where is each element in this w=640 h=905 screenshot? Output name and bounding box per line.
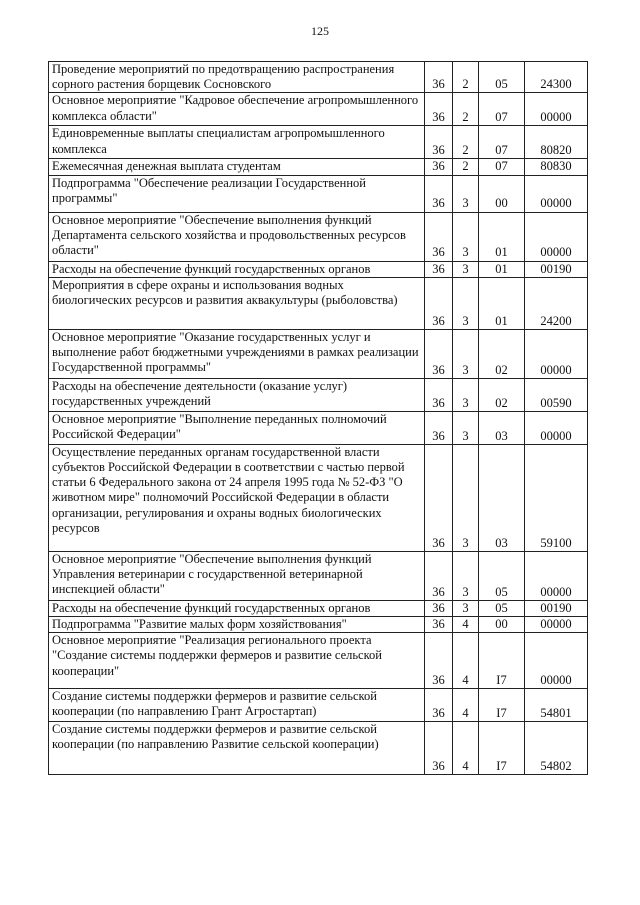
row-code-b-cell: 3 [453, 261, 479, 277]
table-row [49, 159, 588, 175]
row-code-a-cell: 36 [425, 126, 453, 159]
row-code-c-cell: 01 [479, 277, 525, 329]
row-code-d-cell: 00000 [525, 551, 588, 600]
row-name-cell: Осуществление переданных органам государственной власти субъектов Российской Федерации в соответствии с частью первой статьи 6 Федерального закона от 24 апреля 1995 года № 52-ФЗ "О животном мире" полномочий Российской Федерации в области организации, регулирования и охраны водных биологических ресурсов [49, 444, 425, 551]
row-code-d-cell: 80820 [525, 126, 588, 159]
row-code-c-cell: 05 [479, 600, 525, 616]
row-code-c-cell: 03 [479, 444, 525, 551]
row-code-a-cell: 36 [425, 722, 453, 775]
row-code-c-cell: 01 [479, 261, 525, 277]
row-name-cell: Расходы на обеспечение функций государственных органов [49, 600, 425, 616]
table-row [49, 261, 588, 277]
row-name-cell: Мероприятия в сфере охраны и использования водных биологических ресурсов и развития аквакультуры (рыболовства) [49, 277, 425, 329]
table-row [49, 689, 588, 722]
row-code-a-cell: 36 [425, 444, 453, 551]
row-code-d-cell: 00190 [525, 261, 588, 277]
row-code-d-cell: 00000 [525, 212, 588, 261]
row-code-a-cell: 36 [425, 633, 453, 689]
row-code-c-cell: I7 [479, 633, 525, 689]
row-code-c-cell: I7 [479, 689, 525, 722]
table-row [49, 62, 588, 93]
row-name-cell: Расходы на обеспечение деятельности (оказание услуг) государственных учреждений [49, 378, 425, 411]
row-code-b-cell: 4 [453, 722, 479, 775]
row-name-cell: Основное мероприятие "Реализация регионального проекта "Создание системы поддержки фермеров и развитие сельской кооперации" [49, 633, 425, 689]
row-code-b-cell: 3 [453, 212, 479, 261]
row-code-a-cell: 36 [425, 329, 453, 378]
table-row [49, 126, 588, 159]
row-code-b-cell: 4 [453, 617, 479, 633]
row-name-cell: Создание системы поддержки фермеров и развитие сельской кооперации (по направлению Развитие сельской кооперации) [49, 722, 425, 775]
row-code-d-cell: 80830 [525, 159, 588, 175]
row-code-b-cell: 3 [453, 329, 479, 378]
row-code-c-cell: 00 [479, 617, 525, 633]
table-row [49, 212, 588, 261]
row-code-c-cell: 07 [479, 126, 525, 159]
row-code-d-cell: 00000 [525, 411, 588, 444]
row-code-a-cell: 36 [425, 689, 453, 722]
row-code-a-cell: 36 [425, 159, 453, 175]
row-name-cell: Подпрограмма "Обеспечение реализации Государственной программы" [49, 175, 425, 212]
table-row [49, 617, 588, 633]
row-code-b-cell: 3 [453, 444, 479, 551]
row-code-d-cell: 00000 [525, 329, 588, 378]
row-code-a-cell: 36 [425, 551, 453, 600]
row-name-cell: Расходы на обеспечение функций государственных органов [49, 261, 425, 277]
row-code-b-cell: 3 [453, 411, 479, 444]
row-code-b-cell: 3 [453, 551, 479, 600]
row-name-cell: Основное мероприятие "Обеспечение выполнения функций Управления ветеринарии с государственной ветеринарной инспекцией области" [49, 551, 425, 600]
row-name-cell: Основное мероприятие "Выполнение переданных полномочий Российской Федерации" [49, 411, 425, 444]
row-code-c-cell: 01 [479, 212, 525, 261]
row-code-b-cell: 2 [453, 126, 479, 159]
table-row [49, 722, 588, 775]
row-code-b-cell: 3 [453, 175, 479, 212]
row-code-c-cell: 03 [479, 411, 525, 444]
table-row [49, 277, 588, 329]
row-code-b-cell: 3 [453, 600, 479, 616]
row-code-c-cell: 05 [479, 551, 525, 600]
table-row [49, 444, 588, 551]
row-code-d-cell: 59100 [525, 444, 588, 551]
row-code-c-cell: I7 [479, 722, 525, 775]
row-code-d-cell: 54801 [525, 689, 588, 722]
row-code-b-cell: 3 [453, 277, 479, 329]
row-code-c-cell: 07 [479, 159, 525, 175]
table-row [49, 633, 588, 689]
row-code-b-cell: 2 [453, 159, 479, 175]
row-code-a-cell: 36 [425, 175, 453, 212]
budget-table [48, 61, 588, 775]
row-code-a-cell: 36 [425, 600, 453, 616]
table-row [49, 551, 588, 600]
row-code-c-cell: 05 [479, 62, 525, 93]
row-code-d-cell: 00190 [525, 600, 588, 616]
row-code-b-cell: 3 [453, 378, 479, 411]
row-code-d-cell: 00000 [525, 633, 588, 689]
row-code-a-cell: 36 [425, 212, 453, 261]
row-name-cell: Ежемесячная денежная выплата студентам [49, 159, 425, 175]
table-row [49, 411, 588, 444]
table-row [49, 329, 588, 378]
row-code-a-cell: 36 [425, 277, 453, 329]
row-name-cell: Подпрограмма "Развитие малых форм хозяйствования" [49, 617, 425, 633]
row-code-a-cell: 36 [425, 617, 453, 633]
row-code-a-cell: 36 [425, 261, 453, 277]
row-code-d-cell: 00000 [525, 617, 588, 633]
row-name-cell: Проведение мероприятий по предотвращению распространения сорного растения борщевик Сосновского [49, 62, 425, 93]
row-code-c-cell: 07 [479, 93, 525, 126]
row-code-a-cell: 36 [425, 93, 453, 126]
row-code-b-cell: 4 [453, 689, 479, 722]
table-row [49, 93, 588, 126]
row-code-a-cell: 36 [425, 62, 453, 93]
row-code-d-cell: 24300 [525, 62, 588, 93]
row-code-c-cell: 02 [479, 329, 525, 378]
row-code-a-cell: 36 [425, 411, 453, 444]
row-code-c-cell: 02 [479, 378, 525, 411]
row-code-d-cell: 54802 [525, 722, 588, 775]
table-row [49, 600, 588, 616]
row-name-cell: Единовременные выплаты специалистам агропромышленного комплекса [49, 126, 425, 159]
page-number: 125 [311, 24, 329, 38]
table-row [49, 378, 588, 411]
row-code-d-cell: 24200 [525, 277, 588, 329]
row-code-b-cell: 4 [453, 633, 479, 689]
row-name-cell: Основное мероприятие "Оказание государственных услуг и выполнение работ бюджетными учреждениями в рамках реализации Государственной программы" [49, 329, 425, 378]
row-code-b-cell: 2 [453, 93, 479, 126]
table-row [49, 175, 588, 212]
row-name-cell: Основное мероприятие "Обеспечение выполнения функций Департамента сельского хозяйства и продовольственных ресурсов области" [49, 212, 425, 261]
row-code-a-cell: 36 [425, 378, 453, 411]
row-name-cell: Создание системы поддержки фермеров и развитие сельской кооперации (по направлению Грант Агростартап) [49, 689, 425, 722]
row-code-d-cell: 00590 [525, 378, 588, 411]
row-code-c-cell: 00 [479, 175, 525, 212]
row-name-cell: Основное мероприятие "Кадровое обеспечение агропромышленного комплекса области" [49, 93, 425, 126]
row-code-b-cell: 2 [453, 62, 479, 93]
row-code-d-cell: 00000 [525, 175, 588, 212]
row-code-d-cell: 00000 [525, 93, 588, 126]
